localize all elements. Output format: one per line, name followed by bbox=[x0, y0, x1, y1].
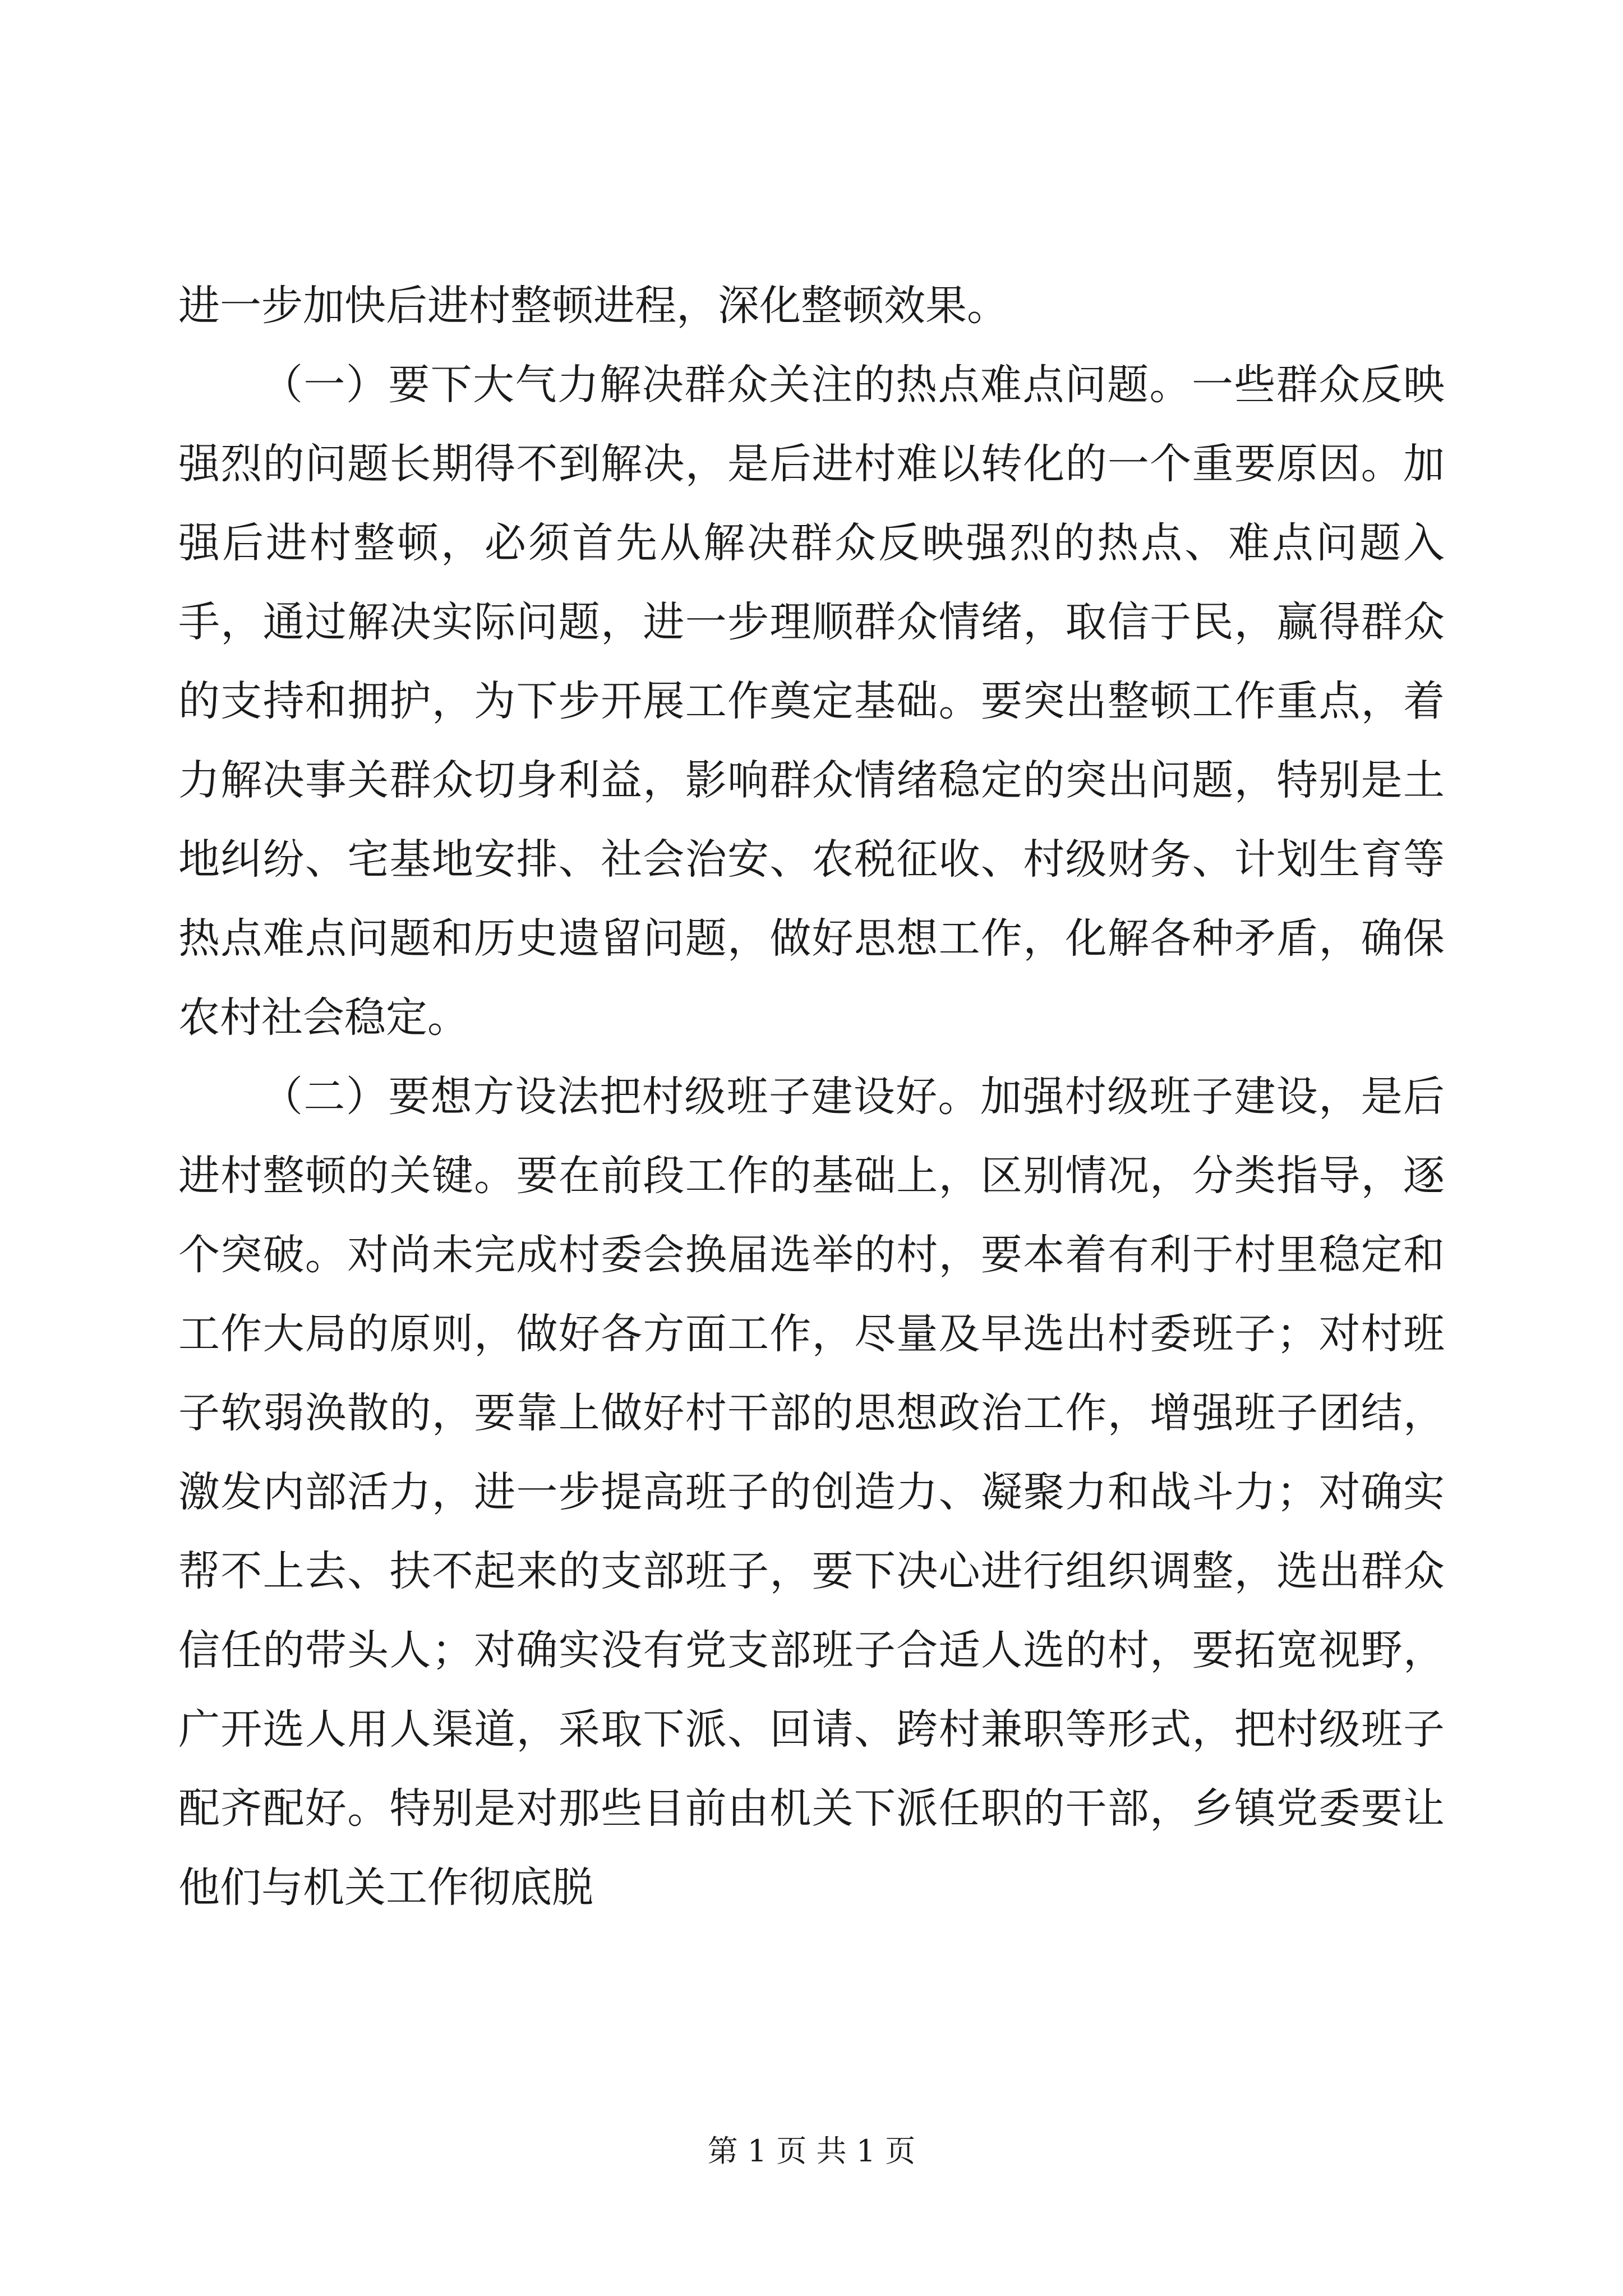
page-number-label: 第 1 页 共 1 页 bbox=[707, 2133, 916, 2169]
paragraph-continuation: 进一步加快后进村整顿进程，深化整顿效果。 bbox=[178, 282, 1008, 330]
page-footer bbox=[0, 2132, 1623, 2171]
paragraph-section-two: （二）要想方设法把村级班子建设好。加强村级班子建设，是后进村整顿的关键。要在前段工作的基础上，区别情况，分类指导，逐个突破。对尚未完成村委会换届选举的村，要本着有利于村里稳定和工作大局的原则，做好各方面工作，尽量及早选出村委班子；对村班子软弱涣散的，要靠上做好村干部的思想政治工作，增强班子团结，激发内部活力，进一步提高班子的创造力、凝聚力和战斗力；对确实帮不上去、扶不起来的支部班子，要下决心进行组织调整，选出群众信任的带头人；对确实没有党支部班子合适人选的村，要拓宽视野，广开选人用人渠道，采取下派、回请、跨村兼职等形式，把村级班子配齐配好。特别是对那些目前由机关下派任职的干部，乡镇党委要让他们与机关工作彻底脱 bbox=[178, 1073, 1445, 1912]
document-body bbox=[178, 266, 1445, 1927]
paragraph-section-one: （一）要下大气力解决群众关注的热点难点问题。一些群众反映强烈的问题长期得不到解决，是后进村难以转化的一个重要原因。加强后进村整顿，必须首先从解决群众反映强烈的热点、难点问题入手，通过解决实际问题，进一步理顺群众情绪，取信于民，赢得群众的支持和拥护，为下步开展工作奠定基础。要突出整顿工作重点，着力解决事关群众切身利益，影响群众情绪稳定的突出问题，特别是土地纠纷、宅基地安排、社会治安、农税征收、村级财务、计划生育等热点难点问题和历史遗留问题，做好思想工作，化解各种矛盾，确保农村社会稳定。 bbox=[178, 361, 1445, 1042]
